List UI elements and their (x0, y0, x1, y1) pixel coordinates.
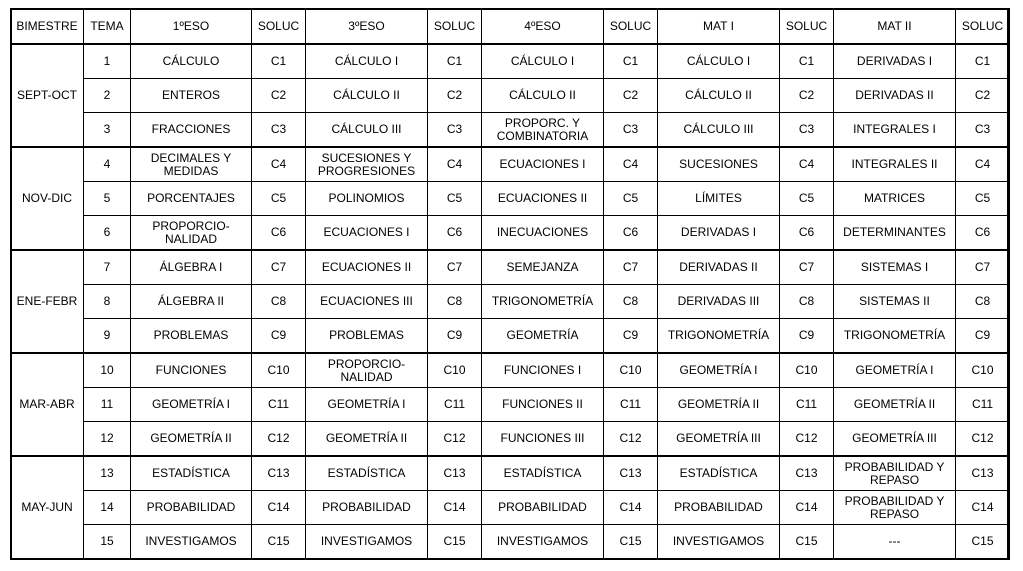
solution-link-mat1[interactable]: C14 (780, 491, 834, 525)
topic-1eso[interactable]: PORCENTAJES (131, 182, 252, 216)
topic-mat2[interactable]: INTEGRALES I (834, 113, 956, 148)
solution-link-4eso[interactable]: C6 (604, 216, 658, 251)
solution-link-1eso[interactable]: C15 (252, 525, 306, 560)
topic-4eso[interactable]: GEOMETRÍA (482, 319, 604, 354)
bimestre-cell: MAY-JUN (11, 456, 84, 559)
tema-cell: 13 (84, 456, 131, 491)
header-row (11, 9, 1010, 45)
topic-mat1[interactable]: CÁLCULO III (658, 113, 780, 148)
topic-mat2[interactable]: DERIVADAS I (834, 44, 956, 79)
solution-link-mat2[interactable]: C15 (956, 525, 1010, 560)
tema-cell: 1 (84, 44, 131, 79)
topic-3eso[interactable]: CÁLCULO III (306, 113, 428, 148)
topic-4eso[interactable]: CÁLCULO II (482, 79, 604, 113)
table-row (11, 456, 1010, 491)
solution-link-4eso[interactable]: C1 (604, 44, 658, 79)
solution-link-mat2[interactable]: C1 (956, 44, 1010, 79)
topic-1eso[interactable]: ÁLGEBRA I (131, 250, 252, 285)
solution-link-mat2[interactable]: C4 (956, 147, 1010, 182)
topic-1eso[interactable]: ENTEROS (131, 79, 252, 113)
topic-mat1[interactable]: GEOMETRÍA III (658, 422, 780, 457)
solution-link-3eso[interactable]: C2 (428, 79, 482, 113)
solution-link-mat2[interactable]: C7 (956, 250, 1010, 285)
table-row (11, 353, 1010, 388)
topic-mat1[interactable]: LÍMITES (658, 182, 780, 216)
topic-4eso[interactable]: ECUACIONES II (482, 182, 604, 216)
solution-link-mat1[interactable]: C11 (780, 388, 834, 422)
topic-4eso[interactable]: PROBABILIDAD (482, 491, 604, 525)
topic-3eso[interactable]: GEOMETRÍA II (306, 422, 428, 457)
topic-3eso[interactable]: ECUACIONES II (306, 250, 428, 285)
tema-cell: 15 (84, 525, 131, 560)
table-row (11, 422, 1010, 457)
topic-1eso[interactable]: FUNCIONES (131, 353, 252, 388)
topic-mat2[interactable]: SISTEMAS I (834, 250, 956, 285)
header-bimestre: BIMESTRE (11, 9, 84, 45)
solution-link-3eso[interactable]: C4 (428, 147, 482, 182)
topic-1eso[interactable]: GEOMETRÍA I (131, 388, 252, 422)
header-3eso: 3ºESO (306, 9, 428, 45)
solution-link-mat1[interactable]: C10 (780, 353, 834, 388)
table-row (11, 113, 1010, 148)
topic-3eso[interactable]: INVESTIGAMOS (306, 525, 428, 560)
solution-link-mat1[interactable]: C2 (780, 79, 834, 113)
solution-link-1eso[interactable]: C10 (252, 353, 306, 388)
solution-link-mat1[interactable]: C9 (780, 319, 834, 354)
tema-cell: 5 (84, 182, 131, 216)
topic-4eso[interactable]: CÁLCULO I (482, 44, 604, 79)
solution-link-mat1[interactable]: C15 (780, 525, 834, 560)
table-row (11, 147, 1010, 182)
table-row (11, 388, 1010, 422)
topic-1eso[interactable]: GEOMETRÍA II (131, 422, 252, 457)
solution-link-1eso[interactable]: C2 (252, 79, 306, 113)
solution-link-1eso[interactable]: C13 (252, 456, 306, 491)
topic-4eso[interactable]: SEMEJANZA (482, 250, 604, 285)
solution-link-4eso[interactable]: C10 (604, 353, 658, 388)
header-soluc-1eso: SOLUC (252, 9, 306, 45)
topic-mat1[interactable]: DERIVADAS II (658, 250, 780, 285)
table-row (11, 182, 1010, 216)
topic-4eso[interactable]: FUNCIONES I (482, 353, 604, 388)
table-row (11, 285, 1010, 319)
solution-link-4eso[interactable]: C4 (604, 147, 658, 182)
solution-link-1eso[interactable]: C11 (252, 388, 306, 422)
topic-3eso[interactable]: SUCESIONES Y PROGRESIONES (306, 147, 428, 182)
tema-cell: 11 (84, 388, 131, 422)
topic-mat1[interactable]: CÁLCULO I (658, 44, 780, 79)
header-soluc-3eso: SOLUC (428, 9, 482, 45)
solution-link-mat1[interactable]: C12 (780, 422, 834, 457)
bimestre-cell: SEPT-OCT (11, 44, 84, 147)
solution-link-mat1[interactable]: C8 (780, 285, 834, 319)
topic-1eso[interactable]: PROBABILIDAD (131, 491, 252, 525)
solution-link-1eso[interactable]: C9 (252, 319, 306, 354)
topic-mat1[interactable]: GEOMETRÍA I (658, 353, 780, 388)
bimestre-cell: NOV-DIC (11, 147, 84, 250)
solution-link-1eso[interactable]: C7 (252, 250, 306, 285)
header-mat2: MAT II (834, 9, 956, 45)
topic-mat1[interactable]: DERIVADAS I (658, 216, 780, 251)
topic-mat1[interactable]: CÁLCULO II (658, 79, 780, 113)
schedule-container (10, 8, 1010, 560)
topic-4eso[interactable]: PROPORC. Y COMBINATORIA (482, 113, 604, 148)
solution-link-mat1[interactable]: C1 (780, 44, 834, 79)
solution-link-1eso[interactable]: C12 (252, 422, 306, 457)
solution-link-1eso[interactable]: C8 (252, 285, 306, 319)
solution-link-4eso[interactable]: C3 (604, 113, 658, 148)
solution-link-4eso[interactable]: C11 (604, 388, 658, 422)
topic-4eso[interactable]: INVESTIGAMOS (482, 525, 604, 560)
tema-cell: 8 (84, 285, 131, 319)
solution-link-mat2[interactable]: C9 (956, 319, 1010, 354)
topic-3eso[interactable]: CÁLCULO I (306, 44, 428, 79)
bimestre-cell: MAR-ABR (11, 353, 84, 456)
topic-4eso[interactable]: INECUACIONES (482, 216, 604, 251)
topic-4eso[interactable]: FUNCIONES II (482, 388, 604, 422)
tema-cell: 6 (84, 216, 131, 251)
table-row (11, 216, 1010, 251)
table-row (11, 79, 1010, 113)
solution-link-mat2[interactable]: C3 (956, 113, 1010, 148)
topic-1eso[interactable]: CÁLCULO (131, 44, 252, 79)
solution-link-mat2[interactable]: C11 (956, 388, 1010, 422)
solution-link-3eso[interactable]: C6 (428, 216, 482, 251)
topic-mat1[interactable]: ESTADÍSTICA (658, 456, 780, 491)
topic-1eso[interactable]: ESTADÍSTICA (131, 456, 252, 491)
topic-3eso[interactable]: ECUACIONES I (306, 216, 428, 251)
solution-link-1eso[interactable]: C14 (252, 491, 306, 525)
topic-4eso[interactable]: FUNCIONES III (482, 422, 604, 457)
topic-1eso[interactable]: PROPORCIO- NALIDAD (131, 216, 252, 251)
topic-3eso[interactable]: PROBABILIDAD (306, 491, 428, 525)
solution-link-mat1[interactable]: C4 (780, 147, 834, 182)
solution-link-mat1[interactable]: C7 (780, 250, 834, 285)
table-row (11, 250, 1010, 285)
solution-link-mat2[interactable]: C2 (956, 79, 1010, 113)
tema-cell: 3 (84, 113, 131, 148)
topic-mat1[interactable]: DERIVADAS III (658, 285, 780, 319)
solution-link-3eso[interactable]: C5 (428, 182, 482, 216)
solution-link-3eso[interactable]: C12 (428, 422, 482, 457)
topic-3eso[interactable]: CÁLCULO II (306, 79, 428, 113)
header-tema: TEMA (84, 9, 131, 45)
solution-link-4eso[interactable]: C15 (604, 525, 658, 560)
solution-link-3eso[interactable]: C11 (428, 388, 482, 422)
tema-cell: 9 (84, 319, 131, 354)
topic-4eso[interactable]: TRIGONOMETRÍA (482, 285, 604, 319)
table-row (11, 319, 1010, 354)
topic-1eso[interactable]: INVESTIGAMOS (131, 525, 252, 560)
header-4eso: 4ºESO (482, 9, 604, 45)
schedule-table (10, 8, 1010, 560)
tema-cell: 12 (84, 422, 131, 457)
table-row (11, 491, 1010, 525)
solution-link-3eso[interactable]: C9 (428, 319, 482, 354)
topic-mat2[interactable]: PROBABILIDAD Y REPASO (834, 456, 956, 491)
solution-link-4eso[interactable]: C5 (604, 182, 658, 216)
solution-link-4eso[interactable]: C14 (604, 491, 658, 525)
tema-cell: 14 (84, 491, 131, 525)
solution-link-1eso[interactable]: C6 (252, 216, 306, 251)
tema-cell: 2 (84, 79, 131, 113)
header-mat1: MAT I (658, 9, 780, 45)
topic-mat2[interactable]: SISTEMAS II (834, 285, 956, 319)
header-soluc-mat2: SOLUC (956, 9, 1010, 45)
solution-link-1eso[interactable]: C4 (252, 147, 306, 182)
solution-link-1eso[interactable]: C5 (252, 182, 306, 216)
topic-mat1[interactable]: TRIGONOMETRÍA (658, 319, 780, 354)
solution-link-4eso[interactable]: C9 (604, 319, 658, 354)
topic-mat2[interactable]: INTEGRALES II (834, 147, 956, 182)
solution-link-3eso[interactable]: C1 (428, 44, 482, 79)
topic-mat1[interactable]: SUCESIONES (658, 147, 780, 182)
header-1eso: 1ºESO (131, 9, 252, 45)
topic-3eso[interactable]: POLINOMIOS (306, 182, 428, 216)
topic-4eso[interactable]: ECUACIONES I (482, 147, 604, 182)
topic-mat1[interactable]: PROBABILIDAD (658, 491, 780, 525)
topic-mat1[interactable]: GEOMETRÍA II (658, 388, 780, 422)
solution-link-4eso[interactable]: C13 (604, 456, 658, 491)
solution-link-mat2[interactable]: C14 (956, 491, 1010, 525)
solution-link-mat1[interactable]: C3 (780, 113, 834, 148)
solution-link-3eso[interactable]: C7 (428, 250, 482, 285)
solution-link-3eso[interactable]: C15 (428, 525, 482, 560)
topic-1eso[interactable]: DECIMALES Y MEDIDAS (131, 147, 252, 182)
tema-cell: 10 (84, 353, 131, 388)
topic-1eso[interactable]: ÁLGEBRA II (131, 285, 252, 319)
solution-link-mat2[interactable]: C8 (956, 285, 1010, 319)
topic-mat2[interactable]: DERIVADAS II (834, 79, 956, 113)
solution-link-mat1[interactable]: C13 (780, 456, 834, 491)
table-row (11, 44, 1010, 79)
topic-1eso[interactable]: PROBLEMAS (131, 319, 252, 354)
topic-mat1[interactable]: INVESTIGAMOS (658, 525, 780, 560)
topic-3eso[interactable]: ECUACIONES III (306, 285, 428, 319)
solution-link-mat2[interactable]: C6 (956, 216, 1010, 251)
solution-link-3eso[interactable]: C8 (428, 285, 482, 319)
solution-link-mat2[interactable]: C5 (956, 182, 1010, 216)
topic-mat2[interactable]: --- (834, 525, 956, 560)
solution-link-mat2[interactable]: C13 (956, 456, 1010, 491)
topic-mat2[interactable]: GEOMETRÍA III (834, 422, 956, 457)
topic-1eso[interactable]: FRACCIONES (131, 113, 252, 148)
topic-mat2[interactable]: GEOMETRÍA I (834, 353, 956, 388)
topic-mat2[interactable]: DETERMINANTES (834, 216, 956, 251)
solution-link-4eso[interactable]: C2 (604, 79, 658, 113)
topic-3eso[interactable]: ESTADÍSTICA (306, 456, 428, 491)
topic-mat2[interactable]: TRIGONOMETRÍA (834, 319, 956, 354)
topic-mat2[interactable]: MATRICES (834, 182, 956, 216)
topic-3eso[interactable]: PROBLEMAS (306, 319, 428, 354)
solution-link-mat2[interactable]: C10 (956, 353, 1010, 388)
topic-mat2[interactable]: GEOMETRÍA II (834, 388, 956, 422)
solution-link-mat1[interactable]: C6 (780, 216, 834, 251)
topic-mat2[interactable]: PROBABILIDAD Y REPASO (834, 491, 956, 525)
header-soluc-mat1: SOLUC (780, 9, 834, 45)
solution-link-1eso[interactable]: C1 (252, 44, 306, 79)
bimestre-cell: ENE-FEBR (11, 250, 84, 353)
solution-link-4eso[interactable]: C8 (604, 285, 658, 319)
tema-cell: 4 (84, 147, 131, 182)
solution-link-mat1[interactable]: C5 (780, 182, 834, 216)
solution-link-3eso[interactable]: C13 (428, 456, 482, 491)
solution-link-mat2[interactable]: C12 (956, 422, 1010, 457)
solution-link-4eso[interactable]: C7 (604, 250, 658, 285)
schedule-body (11, 44, 1010, 559)
solution-link-1eso[interactable]: C3 (252, 113, 306, 148)
solution-link-4eso[interactable]: C12 (604, 422, 658, 457)
solution-link-3eso[interactable]: C10 (428, 353, 482, 388)
table-row (11, 525, 1010, 560)
solution-link-3eso[interactable]: C14 (428, 491, 482, 525)
topic-3eso[interactable]: GEOMETRÍA I (306, 388, 428, 422)
topic-3eso[interactable]: PROPORCIO- NALIDAD (306, 353, 428, 388)
header-soluc-4eso: SOLUC (604, 9, 658, 45)
tema-cell: 7 (84, 250, 131, 285)
solution-link-3eso[interactable]: C3 (428, 113, 482, 148)
topic-4eso[interactable]: ESTADÍSTICA (482, 456, 604, 491)
